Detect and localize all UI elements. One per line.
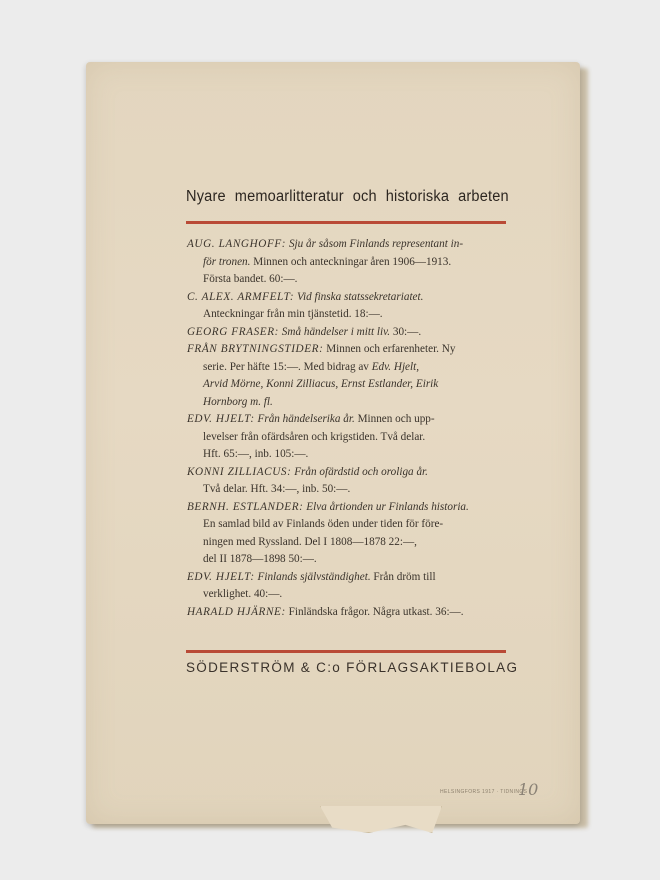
pencil-note: 10 <box>518 780 539 799</box>
entry-title: Finlands självständighet. <box>257 570 371 583</box>
red-rule-bottom <box>186 650 506 653</box>
entry-contributors: Arvid Mörne, Konni Zilliacus, Ernst Estlander, Eirik <box>203 378 439 390</box>
entry-author: EDV. HJELT: <box>187 413 255 425</box>
entry-author: KONNI ZILLIACUS: <box>187 465 292 478</box>
entry-text: levelser från ofärdsåren och krigstiden. Två delar. <box>203 430 426 443</box>
entry-text: 30:—. <box>392 325 422 338</box>
list-item <box>187 569 505 604</box>
entry-text: verklighet. 40:—. <box>203 588 283 600</box>
entry-text: Anteckningar från min tjänstetid. 18:—. <box>203 308 383 320</box>
entry-contributors: Edv. Hjelt, <box>371 360 420 373</box>
printer-mark: HELSINGFORS 1917 · TIDNINGS <box>440 789 528 795</box>
entry-title: för tronen. <box>203 255 251 268</box>
entry-author: BERNH. ESTLANDER: <box>187 500 304 513</box>
entry-text: ningen med Ryssland. Del I 1808—1878 22:—, <box>203 535 417 548</box>
list-item <box>187 604 505 622</box>
publisher-imprint: SÖDERSTRÖM & C:o FÖRLAGSAKTIEBOLAG <box>186 660 519 675</box>
entry-text: Två delar. Hft. 34:—, inb. 50:—. <box>203 483 351 495</box>
entry-title: Små händelser i mitt liv. <box>281 325 391 338</box>
entry-author: GEORG FRASER: <box>187 325 279 338</box>
entry-text: En samlad bild av Finlands öden under tiden för före- <box>203 518 444 530</box>
entry-author: AUG. LANGHOFF: <box>187 238 287 250</box>
entry-continuation <box>187 516 505 569</box>
entry-author: FRÅN BRYTNINGSTIDER: <box>187 343 324 355</box>
list-item <box>187 236 505 289</box>
book-list <box>187 236 505 621</box>
list-item <box>187 324 505 342</box>
entry-author: C. ALEX. ARMFELT: <box>187 290 295 303</box>
entry-title: Sju år såsom Finlands representant in- <box>288 238 464 250</box>
entry-title: Vid finska statssekretariatet. <box>296 290 424 303</box>
entry-continuation <box>187 359 505 412</box>
torn-spine-edge <box>320 806 442 833</box>
list-item <box>187 289 505 324</box>
list-item <box>187 464 505 499</box>
cover-heading: Nyare memoarlitteratur och historiska arbeten <box>186 188 509 205</box>
entry-text: Från dröm till <box>373 570 436 583</box>
entry-text: Hft. 65:—, inb. 105:—. <box>203 448 309 460</box>
entry-text: Minnen och erfarenheter. Ny <box>326 343 456 355</box>
entry-author: EDV. HJELT: <box>187 570 255 583</box>
entry-continuation <box>187 429 505 464</box>
entry-text: Minnen och upp- <box>357 413 435 425</box>
entry-text: Första bandet. 60:—. <box>203 273 298 285</box>
entry-title: Från ofärdstid och oroliga år. <box>294 465 428 478</box>
entry-text: Minnen och anteckningar åren 1906—1913. <box>253 255 452 268</box>
entry-text: Finländska frågor. Några utkast. 36:—. <box>288 605 464 618</box>
entry-text: serie. Per häfte 15:—. Med bidrag av <box>203 360 369 373</box>
entry-text: del II 1878—1898 50:—. <box>203 553 317 565</box>
list-item <box>187 411 505 464</box>
entry-contributors: Hornborg m. fl. <box>203 395 273 408</box>
entry-continuation <box>187 254 505 289</box>
red-rule-top <box>186 221 506 224</box>
list-item <box>187 341 505 411</box>
entry-author: HARALD HJÄRNE: <box>187 605 286 618</box>
entry-title: Elva årtionden ur Finlands historia. <box>306 500 469 513</box>
list-item <box>187 499 505 569</box>
entry-title: Från händelserika år. <box>257 413 355 425</box>
